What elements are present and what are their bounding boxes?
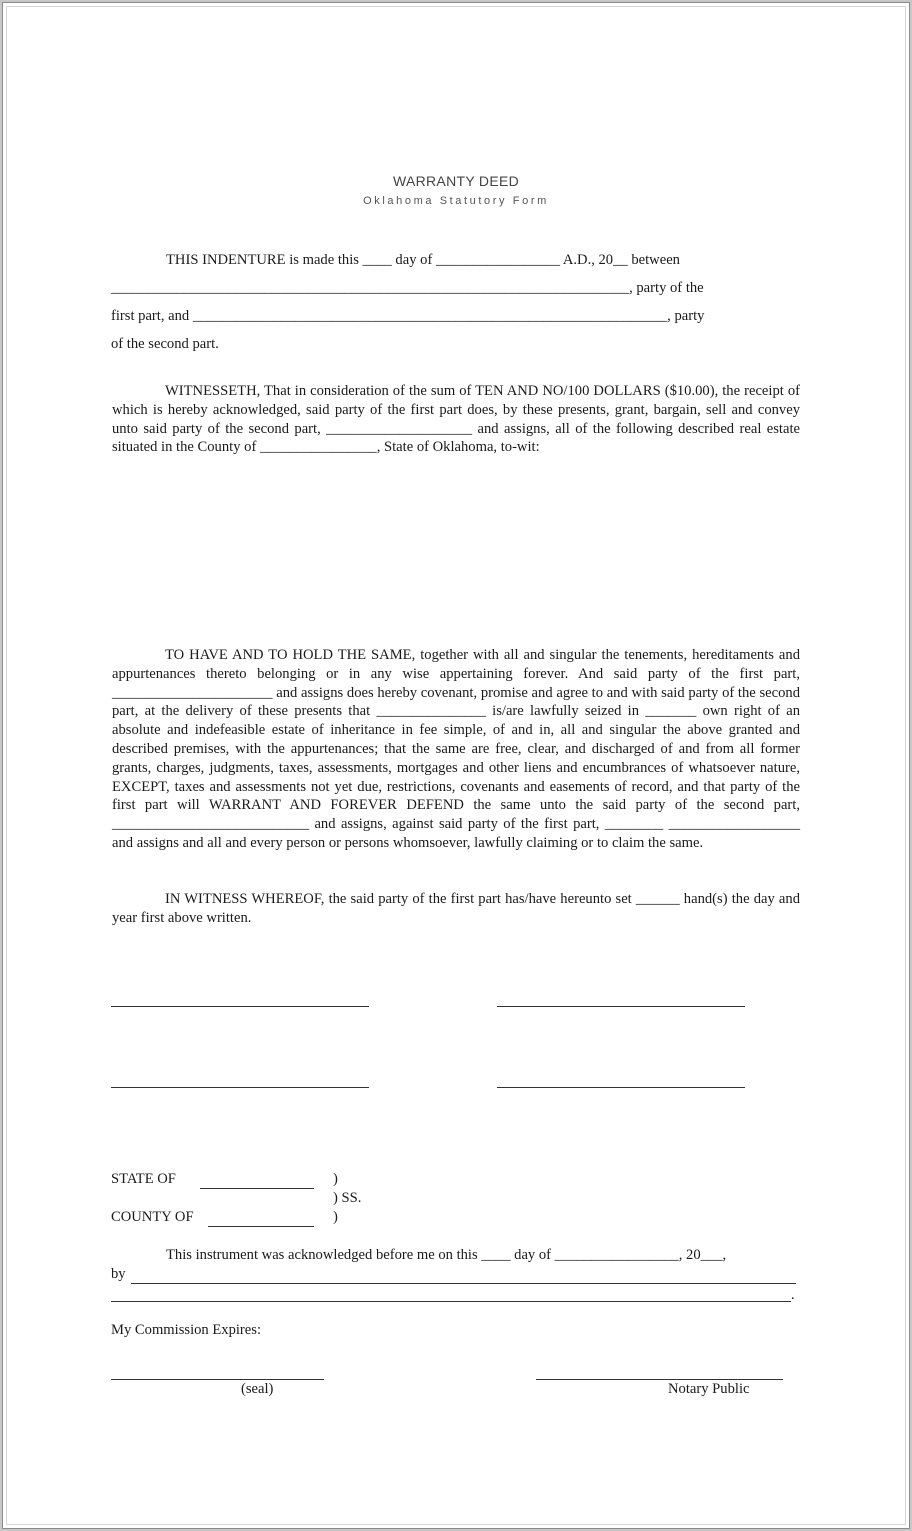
- state-of-label: STATE OF: [111, 1171, 176, 1187]
- in-witness-paragraph: IN WITNESS WHEREOF, the said party of the first part has/have hereunto set ______ hand(s) the day and year first above written.: [112, 891, 800, 926]
- signature-line-left-2[interactable]: [111, 1087, 369, 1088]
- by-blank-2[interactable]: [111, 1301, 791, 1302]
- witnesseth-paragraph: WITNESSETH, That in consideration of the sum of TEN AND NO/100 DOLLARS ($10.00), the receipt of which is hereby acknowledged, said party of the first part does, by these presents, grant, bargain, sell and convey unto said party of the second part, ____________________ and assigns, all of the following described real estate situated in the County of ________________, State of Oklahoma, to-wit:: [112, 383, 800, 456]
- seal-line[interactable]: [111, 1379, 324, 1380]
- seal-label: (seal): [241, 1381, 274, 1397]
- ss-label: ) SS.: [333, 1190, 362, 1206]
- acknowledgment-line: This instrument was acknowledged before me on this ____ day of _________________, 20___,: [166, 1247, 727, 1263]
- by-label: by: [111, 1266, 126, 1282]
- indenture-line-3: first part, and _________________________________________________________________, party: [111, 308, 705, 324]
- indenture-line-1: THIS INDENTURE is made this ____ day of _________________ A.D., 20__ between: [166, 252, 680, 268]
- commission-expires-label: My Commission Expires:: [111, 1322, 261, 1338]
- notary-line[interactable]: [536, 1379, 783, 1380]
- county-of-label: COUNTY OF: [111, 1209, 194, 1225]
- paren-1: ): [333, 1171, 338, 1187]
- document-title: WARRANTY DEED: [392, 173, 520, 189]
- signature-line-right-2[interactable]: [497, 1087, 745, 1088]
- to-have-paragraph: TO HAVE AND TO HOLD THE SAME, together with all and singular the tenements, hereditaments and appurtenances thereto belonging or in any wise appertaining forever. And said party of the first part, ______________________ and assigns does hereby covenant, promise and agree to and with said party of the second part, at the delivery of these presents that _______________ is/are lawfully seized in _______ own right of an absolute and indefeasible estate of inheritance in fee simple, of and in, all and singular the above granted and described premises, with the appurtenances; that the same are free, clear, and discharged of and from all former grants, charges, judgments, taxes, assessments, mortgages and other liens and encumbrances of whatsoever nature, EXCEPT, taxes and assessments not yet due, restrictions, covenants and easements of record, and that party of the first part will WARRANT AND FOREVER DEFEND the same unto the said party of the second part, ___________________________ and assigns, against said party of the first part, ________ __________________ and assigns and all and every person or persons whomsoever, lawfully claiming or to claim the same.: [112, 647, 800, 851]
- signature-line-left-1[interactable]: [111, 1006, 369, 1007]
- paren-3: ): [333, 1209, 338, 1225]
- indenture-line-2: _______________________________________________________________________, party of the: [111, 280, 704, 296]
- county-blank[interactable]: [208, 1226, 314, 1227]
- state-blank[interactable]: [200, 1188, 314, 1189]
- notary-public-label: Notary Public: [668, 1381, 750, 1397]
- by-blank[interactable]: [131, 1283, 796, 1284]
- signature-line-right-1[interactable]: [497, 1006, 745, 1007]
- indenture-line-4: of the second part.: [111, 336, 219, 352]
- document-subtitle: Oklahoma Statutory Form: [363, 195, 549, 207]
- period: .: [791, 1287, 795, 1303]
